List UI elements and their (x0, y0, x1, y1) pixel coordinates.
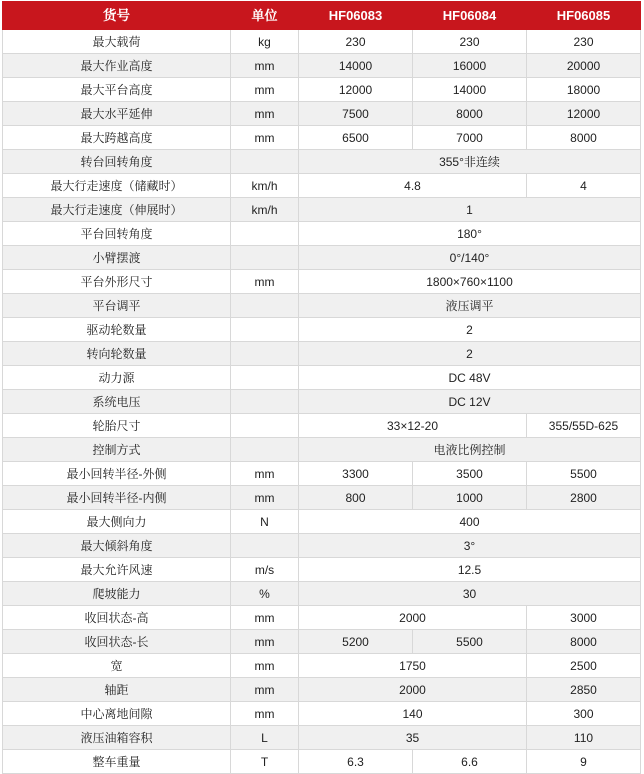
row-unit: mm (231, 630, 299, 654)
table-row (3, 318, 641, 342)
row-unit: mm (231, 654, 299, 678)
table-row (3, 726, 641, 750)
row-value: 110 (527, 726, 641, 750)
row-value: 1800×760×1100 (299, 270, 641, 294)
row-label: 整车重量 (3, 750, 231, 774)
row-label: 中心离地间隙 (3, 702, 231, 726)
row-label: 轴距 (3, 678, 231, 702)
row-value: 30 (299, 582, 641, 606)
row-label: 最大允许风速 (3, 558, 231, 582)
row-unit: km/h (231, 174, 299, 198)
row-unit: mm (231, 606, 299, 630)
table-row (3, 222, 641, 246)
row-label: 转向轮数量 (3, 342, 231, 366)
row-value: DC 12V (299, 390, 641, 414)
row-value: 7500 (299, 102, 413, 126)
row-value: 3300 (299, 462, 413, 486)
row-unit: N (231, 510, 299, 534)
row-value: 6.6 (413, 750, 527, 774)
table-row (3, 462, 641, 486)
row-value: 2850 (527, 678, 641, 702)
row-value: 3500 (413, 462, 527, 486)
row-label: 小臂摆渡 (3, 246, 231, 270)
column-header-model-1: HF06083 (299, 2, 413, 30)
row-value: 5200 (299, 630, 413, 654)
table-row (3, 558, 641, 582)
row-value: DC 48V (299, 366, 641, 390)
table-header (3, 2, 641, 30)
row-value: 14000 (299, 54, 413, 78)
row-label: 爬坡能力 (3, 582, 231, 606)
row-value: 230 (413, 30, 527, 54)
table-header-row (3, 2, 641, 30)
table-row (3, 510, 641, 534)
row-value: 300 (527, 702, 641, 726)
row-label: 最大行走速度（储藏时） (3, 174, 231, 198)
row-label: 液压油箱容积 (3, 726, 231, 750)
row-value: 16000 (413, 54, 527, 78)
column-header-model-2: HF06084 (413, 2, 527, 30)
row-label: 驱动轮数量 (3, 318, 231, 342)
row-value: 140 (299, 702, 527, 726)
row-value: 5500 (413, 630, 527, 654)
row-unit: km/h (231, 198, 299, 222)
row-unit (231, 366, 299, 390)
row-unit (231, 318, 299, 342)
row-label: 平台回转角度 (3, 222, 231, 246)
row-label: 转台回转角度 (3, 150, 231, 174)
row-value: 230 (527, 30, 641, 54)
row-value: 6500 (299, 126, 413, 150)
table-row (3, 342, 641, 366)
row-label: 最小回转半径-外侧 (3, 462, 231, 486)
row-value: 电液比例控制 (299, 438, 641, 462)
row-label: 平台外形尺寸 (3, 270, 231, 294)
row-label: 最大水平延伸 (3, 102, 231, 126)
row-label: 系统电压 (3, 390, 231, 414)
table-row (3, 174, 641, 198)
row-label: 收回状态-高 (3, 606, 231, 630)
row-unit: mm (231, 486, 299, 510)
column-header-unit: 单位 (231, 2, 299, 30)
row-label: 最大跨越高度 (3, 126, 231, 150)
table-row (3, 30, 641, 54)
row-label: 最小回转半径-内侧 (3, 486, 231, 510)
row-unit (231, 246, 299, 270)
row-label: 最大作业高度 (3, 54, 231, 78)
row-label: 最大平台高度 (3, 78, 231, 102)
table-row (3, 270, 641, 294)
table-row (3, 702, 641, 726)
row-label: 最大侧向力 (3, 510, 231, 534)
column-header-name: 货号 (3, 2, 231, 30)
table-row (3, 678, 641, 702)
table-row (3, 198, 641, 222)
row-value: 3000 (527, 606, 641, 630)
table-row (3, 150, 641, 174)
table-row (3, 750, 641, 774)
row-value: 5500 (527, 462, 641, 486)
row-unit: mm (231, 702, 299, 726)
table-body (3, 30, 641, 774)
table-row (3, 534, 641, 558)
table-row (3, 126, 641, 150)
row-unit (231, 150, 299, 174)
row-label: 平台调平 (3, 294, 231, 318)
row-unit (231, 222, 299, 246)
row-value: 液压调平 (299, 294, 641, 318)
row-value: 2800 (527, 486, 641, 510)
row-unit: kg (231, 30, 299, 54)
row-value: 9 (527, 750, 641, 774)
row-unit: mm (231, 126, 299, 150)
specification-table (2, 1, 641, 774)
row-unit: L (231, 726, 299, 750)
row-value: 33×12-20 (299, 414, 527, 438)
row-value: 1000 (413, 486, 527, 510)
row-value: 4.8 (299, 174, 527, 198)
row-value: 4 (527, 174, 641, 198)
row-label: 宽 (3, 654, 231, 678)
table-row (3, 294, 641, 318)
table-row (3, 606, 641, 630)
row-unit (231, 294, 299, 318)
row-label: 收回状态-长 (3, 630, 231, 654)
row-value: 18000 (527, 78, 641, 102)
row-unit: % (231, 582, 299, 606)
row-value: 2500 (527, 654, 641, 678)
row-value: 800 (299, 486, 413, 510)
row-value: 2 (299, 318, 641, 342)
table-row (3, 582, 641, 606)
row-unit: mm (231, 54, 299, 78)
row-unit (231, 414, 299, 438)
row-unit: T (231, 750, 299, 774)
table-row (3, 654, 641, 678)
row-label: 轮胎尺寸 (3, 414, 231, 438)
row-value: 1 (299, 198, 641, 222)
table-row (3, 438, 641, 462)
table-row (3, 54, 641, 78)
row-label: 控制方式 (3, 438, 231, 462)
table-row (3, 390, 641, 414)
row-unit: mm (231, 78, 299, 102)
row-value: 12000 (299, 78, 413, 102)
table-row (3, 78, 641, 102)
row-value: 12000 (527, 102, 641, 126)
table-row (3, 366, 641, 390)
row-value: 8000 (527, 126, 641, 150)
row-value: 2000 (299, 606, 527, 630)
table-row (3, 486, 641, 510)
row-value: 180° (299, 222, 641, 246)
row-value: 3° (299, 534, 641, 558)
row-value: 6.3 (299, 750, 413, 774)
row-unit (231, 438, 299, 462)
row-value: 20000 (527, 54, 641, 78)
row-label: 最大载荷 (3, 30, 231, 54)
row-unit (231, 342, 299, 366)
column-header-model-3: HF06085 (527, 2, 641, 30)
row-unit: mm (231, 270, 299, 294)
row-label: 最大行走速度（伸展时） (3, 198, 231, 222)
row-label: 最大倾斜角度 (3, 534, 231, 558)
row-unit (231, 390, 299, 414)
row-unit: mm (231, 462, 299, 486)
table-row (3, 246, 641, 270)
table-row (3, 630, 641, 654)
row-value: 1750 (299, 654, 527, 678)
row-value: 14000 (413, 78, 527, 102)
row-value: 12.5 (299, 558, 641, 582)
row-value: 2 (299, 342, 641, 366)
row-value: 8000 (413, 102, 527, 126)
table-row (3, 102, 641, 126)
row-label: 动力源 (3, 366, 231, 390)
row-value: 0°/140° (299, 246, 641, 270)
row-unit: m/s (231, 558, 299, 582)
table-row (3, 414, 641, 438)
row-value: 7000 (413, 126, 527, 150)
row-value: 400 (299, 510, 641, 534)
row-value: 2000 (299, 678, 527, 702)
row-unit (231, 534, 299, 558)
row-value: 355/55D-625 (527, 414, 641, 438)
row-value: 230 (299, 30, 413, 54)
row-unit: mm (231, 102, 299, 126)
row-value: 8000 (527, 630, 641, 654)
row-unit: mm (231, 678, 299, 702)
row-value: 355°非连续 (299, 150, 641, 174)
row-value: 35 (299, 726, 527, 750)
